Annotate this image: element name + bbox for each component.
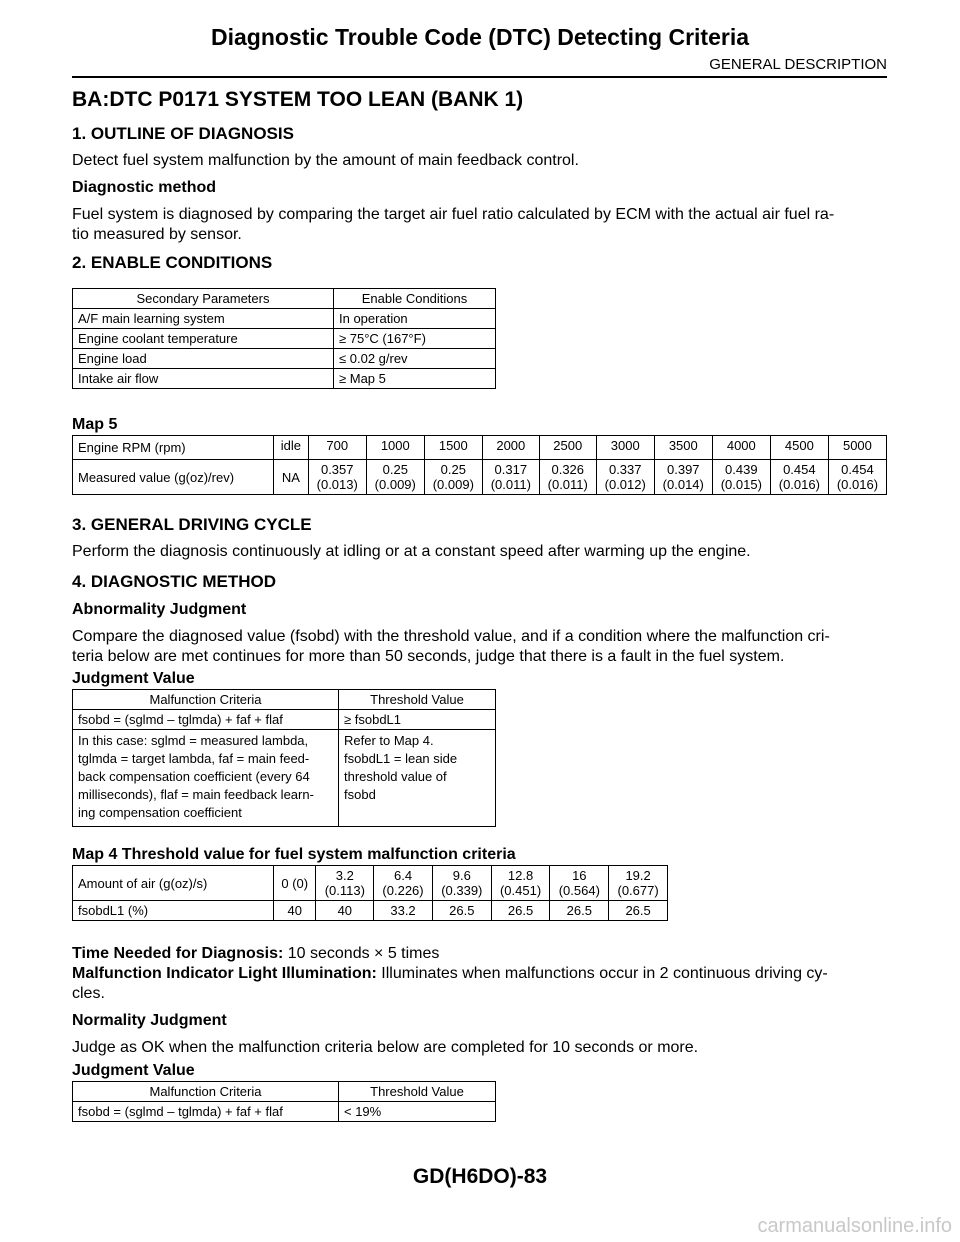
section-4-heading: 4. DIAGNOSTIC METHOD — [72, 572, 277, 591]
table-cell: 26.5 — [550, 901, 609, 921]
table-row — [73, 369, 496, 389]
value-sub: (0.009) — [374, 477, 416, 492]
mil-label: Malfunction Indicator Light Illumination: — [72, 965, 377, 982]
watermark: carmanualsonline.info — [757, 1215, 952, 1237]
time-needed-label: Time Needed for Diagnosis: — [72, 945, 284, 962]
normality-judgment-text: Judge as OK when the malfunction criteria below are completed for 10 seconds or more. — [72, 1039, 699, 1056]
threshold-line: fsobd — [344, 787, 376, 802]
diagnostic-method-line-2: tio measured by sensor. — [72, 226, 242, 243]
value: 6.4 — [393, 868, 413, 883]
section-2-heading: 2. ENABLE CONDITIONS — [72, 253, 273, 272]
abnormality-judgment-label: Abnormality Judgment — [72, 601, 247, 618]
mil-illumination — [72, 964, 887, 1004]
value: 0.25 — [440, 462, 466, 477]
table-cell — [596, 460, 654, 495]
value: 19.2 — [625, 868, 651, 883]
judgment-value-label: Judgment Value — [72, 670, 195, 687]
table-cell: ≤ 0.02 g/rev — [334, 349, 496, 369]
table-cell — [432, 866, 491, 901]
value: 0.397 — [667, 462, 700, 477]
map-5-caption: Map 5 — [72, 416, 118, 433]
table-cell: ≥ Map 5 — [334, 369, 496, 389]
diagnostic-method-label: Diagnostic method — [72, 179, 217, 196]
table-cell: 40 — [316, 901, 374, 921]
value-sub: (0.012) — [604, 477, 646, 492]
criteria-line: milliseconds), flaf = main feedback learn- — [78, 787, 314, 802]
table-cell: idle — [274, 436, 309, 460]
table-header-row — [73, 1082, 496, 1102]
table-cell: Engine RPM (rpm) — [73, 436, 274, 460]
table-cell: 1000 — [366, 436, 424, 460]
table-row — [73, 866, 668, 901]
value-sub: (0.451) — [499, 883, 542, 898]
table-cell: 5000 — [828, 436, 886, 460]
table-row — [73, 460, 887, 495]
table-header-row — [73, 289, 496, 309]
value: 16 — [572, 868, 587, 883]
table-cell — [712, 460, 770, 495]
table-header-row — [73, 690, 496, 710]
value: 3.2 — [335, 868, 354, 883]
table-cell — [374, 866, 433, 901]
page-title: BA:DTC P0171 SYSTEM TOO LEAN (BANK 1) — [72, 88, 524, 111]
header-subtitle: GENERAL DESCRIPTION — [709, 56, 887, 73]
table-cell: Measured value (g(oz)/rev) — [73, 460, 274, 495]
table-cell: 0 (0) — [274, 866, 316, 901]
value: 0.454 — [841, 462, 874, 477]
table-cell: 700 — [308, 436, 366, 460]
table-cell: fsobd = (sglmd – tglmda) + faf + flaf — [73, 710, 339, 730]
value: 0.25 — [382, 462, 408, 477]
diagnostic-method-line-1: Fuel system is diagnosed by comparing the target air fuel ratio calculated by ECM with the actual air fuel ra- — [72, 206, 835, 223]
table-row — [73, 309, 496, 329]
table-cell: In operation — [334, 309, 496, 329]
table-cell — [366, 460, 424, 495]
value-sub: (0.009) — [432, 477, 474, 492]
table-cell: Engine coolant temperature — [73, 329, 334, 349]
time-needed — [72, 944, 887, 964]
map-4-caption: Map 4 Threshold value for fuel system malfunction criteria — [72, 846, 516, 863]
table-cell: 4500 — [770, 436, 828, 460]
map-4-table — [72, 865, 668, 921]
abnormality-judgment-table — [72, 689, 496, 827]
table-cell: ≥ 75°C (167°F) — [334, 329, 496, 349]
abnormality-line-1: Compare the diagnosed value (fsobd) with the threshold value, and if a condition where the malfunction cri- — [72, 628, 830, 645]
table-row — [73, 1102, 496, 1122]
table-cell — [609, 866, 668, 901]
value: 0.337 — [608, 462, 642, 477]
table-header: Secondary Parameters — [73, 289, 334, 309]
table-cell — [539, 460, 596, 495]
value-sub: (0.564) — [558, 883, 600, 898]
value-sub: (0.016) — [778, 477, 820, 492]
value-sub: (0.226) — [382, 883, 424, 898]
header-title: Diagnostic Trouble Code (DTC) Detecting Criteria — [211, 24, 749, 50]
table-header: Enable Conditions — [334, 289, 496, 309]
table-row — [73, 730, 496, 827]
table-row — [73, 436, 887, 460]
value: 9.6 — [452, 868, 471, 883]
table-cell — [316, 866, 374, 901]
table-header: Malfunction Criteria — [73, 690, 339, 710]
mil-text: Illuminates when malfunctions occur in 2 continuous driving cy- — [376, 965, 828, 982]
table-cell: Engine load — [73, 349, 334, 369]
value-sub: (0.014) — [662, 477, 704, 492]
mil-line-2: cles. — [72, 985, 105, 1002]
table-cell — [828, 460, 886, 495]
table-cell — [308, 460, 366, 495]
header-rule — [72, 76, 887, 78]
table-row — [73, 901, 668, 921]
value-sub: (0.011) — [490, 477, 531, 492]
table-cell: Amount of air (g(oz)/s) — [73, 866, 274, 901]
table-cell: A/F main learning system — [73, 309, 334, 329]
section-1-heading: 1. OUTLINE OF DIAGNOSIS — [72, 124, 294, 143]
table-cell: fsobdL1 (%) — [73, 901, 274, 921]
abnormality-judgment-text — [72, 627, 887, 667]
page-number: GD(H6DO)-83 — [412, 1165, 548, 1188]
table-cell: 3000 — [596, 436, 654, 460]
threshold-line: Refer to Map 4. — [344, 733, 434, 748]
criteria-line: In this case: sglmd = measured lambda, — [78, 733, 309, 748]
table-row — [73, 329, 496, 349]
value-sub: (0.015) — [720, 477, 762, 492]
value-sub: (0.016) — [836, 477, 879, 492]
table-cell — [550, 866, 609, 901]
table-cell: 3500 — [654, 436, 712, 460]
abnormality-line-2: teria below are met continues for more than 50 seconds, judge that there is a fault in the fuel system. — [72, 648, 785, 665]
enable-conditions-table — [72, 288, 496, 389]
section-3-text: Perform the diagnosis continuously at idling or at a constant speed after warming up the engine. — [72, 543, 751, 560]
table-cell: Intake air flow — [73, 369, 334, 389]
value-sub: (0.677) — [617, 883, 659, 898]
diagnostic-method-text — [72, 205, 887, 245]
table-header: Threshold Value — [339, 1082, 496, 1102]
table-cell: 4000 — [712, 436, 770, 460]
table-cell — [339, 730, 496, 827]
table-cell: fsobd = (sglmd – tglmda) + faf + flaf — [73, 1102, 339, 1122]
normality-judgment-label: Normality Judgment — [72, 1012, 227, 1029]
table-cell: 26.5 — [609, 901, 668, 921]
value-sub: (0.011) — [547, 477, 588, 492]
value: 0.357 — [320, 462, 354, 477]
criteria-line: back compensation coefficient (every 64 — [78, 769, 310, 784]
section-1-text: Detect fuel system malfunction by the amount of main feedback control. — [72, 152, 579, 169]
normality-judgment-table — [72, 1081, 496, 1122]
normality-judgment-value-label: Judgment Value — [72, 1062, 195, 1079]
table-cell — [654, 460, 712, 495]
table-cell: NA — [274, 460, 309, 495]
value: 0.326 — [551, 462, 585, 477]
table-cell: < 19% — [339, 1102, 496, 1122]
value: 12.8 — [507, 868, 534, 883]
table-cell — [491, 866, 550, 901]
value: 0.454 — [783, 462, 816, 477]
table-row — [73, 349, 496, 369]
table-row — [73, 710, 496, 730]
table-header: Threshold Value — [339, 690, 496, 710]
table-cell — [770, 460, 828, 495]
section-3-heading: 3. GENERAL DRIVING CYCLE — [72, 515, 312, 534]
map-5-table — [72, 435, 887, 495]
value: 0.317 — [494, 462, 528, 477]
table-cell — [73, 730, 339, 827]
threshold-line: fsobdL1 = lean side — [344, 751, 458, 766]
time-needed-value: 10 seconds × 5 times — [283, 945, 440, 962]
table-cell: 2500 — [539, 436, 596, 460]
value-sub: (0.013) — [316, 477, 358, 492]
criteria-line: tglmda = target lambda, faf = main feed- — [78, 751, 310, 766]
mil-line-1 — [72, 964, 887, 984]
table-cell: 2000 — [482, 436, 539, 460]
table-cell: 40 — [274, 901, 316, 921]
table-header: Malfunction Criteria — [73, 1082, 339, 1102]
value-sub: (0.113) — [324, 883, 365, 898]
table-cell — [424, 460, 482, 495]
table-cell: ≥ fsobdL1 — [339, 710, 496, 730]
table-cell — [482, 460, 539, 495]
table-cell: 26.5 — [432, 901, 491, 921]
value: 0.439 — [725, 462, 758, 477]
table-cell: 33.2 — [374, 901, 433, 921]
table-cell: 1500 — [424, 436, 482, 460]
threshold-line: threshold value of — [344, 769, 447, 784]
criteria-line: ing compensation coefficient — [78, 805, 242, 820]
value-sub: (0.339) — [441, 883, 483, 898]
table-cell: 26.5 — [491, 901, 550, 921]
